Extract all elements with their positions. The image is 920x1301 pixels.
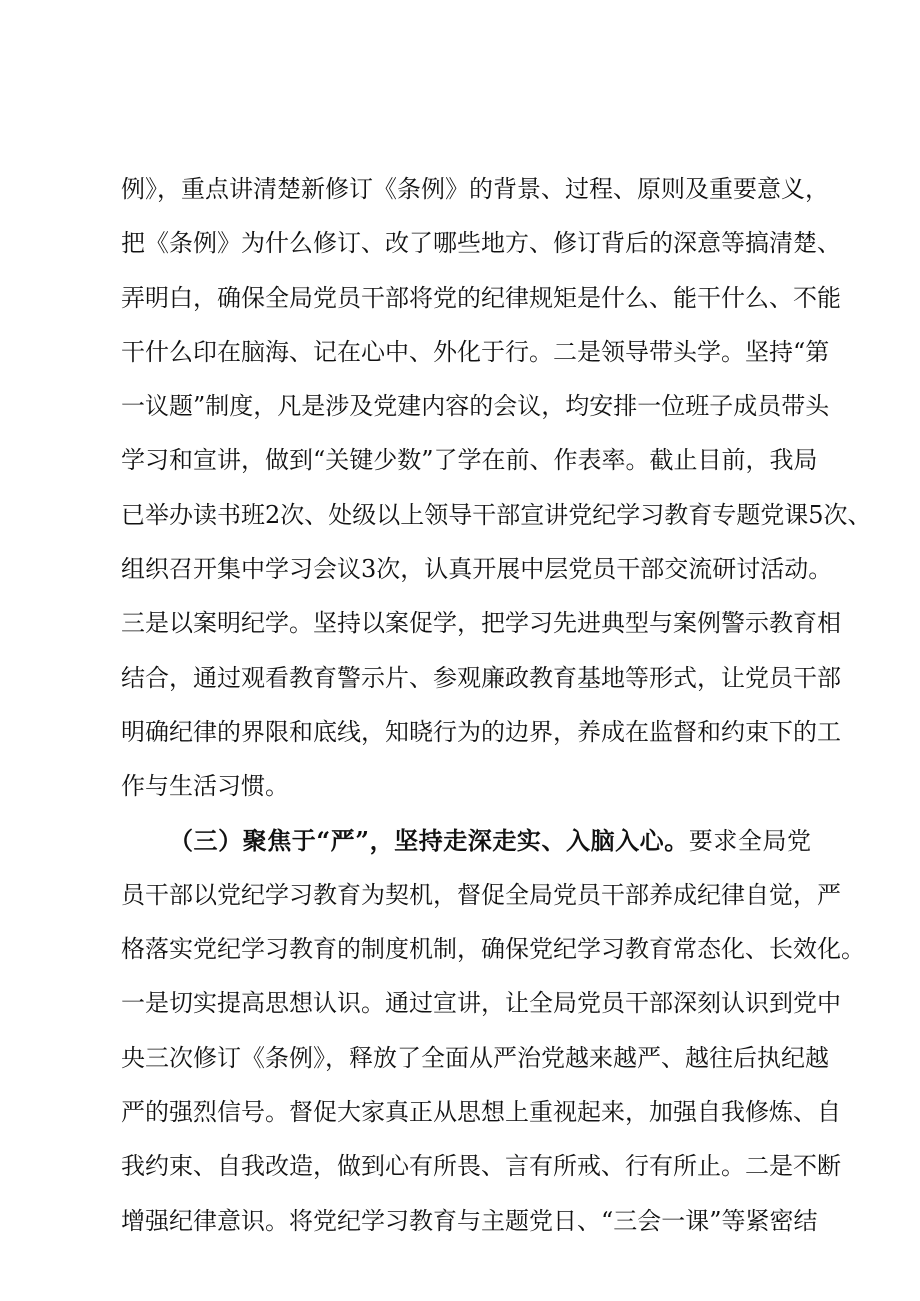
text-line: 例》，重点讲清楚新修订《条例》的背景、过程、原则及重要意义，: [121, 175, 829, 203]
text-line: 增强纪律意识。将党纪学习教育与主题党日、“三会一课”等紧密结: [121, 1206, 818, 1235]
text-line: 央三次修订《条例》，释放了全面从严治党越来越严、越往后执纪越: [121, 1043, 829, 1072]
text-line: 明确纪律的界限和底线，知晓行为的边界，养成在监督和约束下的工: [121, 717, 841, 746]
body-text: [121, 162, 872, 1248]
text-line: 我约束、自我改造，做到心有所畏、言有所戒、行有所止。二是不断: [121, 1152, 841, 1181]
text-line: 组织召开集中学习会议3次，认真开展中层党员干部交流研讨活动。: [121, 555, 833, 584]
text-line: 员干部以党纪学习教育为契机，督促全局党员干部养成纪律自觉，严: [121, 880, 841, 909]
text-line: 一是切实提高思想认识。通过宣讲，让全局党员干部深刻认识到党中: [121, 989, 841, 1018]
text-line: 干什么印在脑海、记在心中、外化于行。二是领导带头学。坚持“第: [121, 337, 830, 366]
text-line: 已举办读书班2次、处级以上领导干部宣讲党纪学习教育专题党课5次、: [121, 500, 872, 529]
text-line: 作与生活习惯。: [121, 772, 289, 801]
text-line: 弄明白，确保全局党员干部将党的纪律规矩是什么、能干什么、不能: [121, 283, 841, 312]
section-heading: （三）聚焦于“严”，坚持走深走实、入脑入心。: [169, 825, 689, 855]
section-heading-line: [121, 814, 811, 868]
text-line: 结合，通过观看教育警示片、参观廉政教育基地等形式，让党员干部: [121, 663, 841, 692]
text-line: 严的强烈信号。督促大家真正从思想上重视起来，加强自我修炼、自: [121, 1098, 841, 1127]
text-line: 把《条例》为什么修订、改了哪些地方、修订背后的深意等搞清楚、: [121, 229, 841, 258]
text-line: 一议题”制度，凡是涉及党建内容的会议，均安排一位班子成员带头: [121, 392, 830, 421]
text-line: 三是以案明纪学。坚持以案促学，把学习先进典型与案例警示教育相: [121, 609, 841, 638]
section-heading-rest: 要求全局党: [688, 826, 812, 855]
text-line: 学习和宣讲，做到“关键少数”了学在前、作表率。截止目前，我局: [121, 446, 818, 475]
text-line: 格落实党纪学习教育的制度机制，确保党纪学习教育常态化、长效化。: [121, 935, 865, 964]
